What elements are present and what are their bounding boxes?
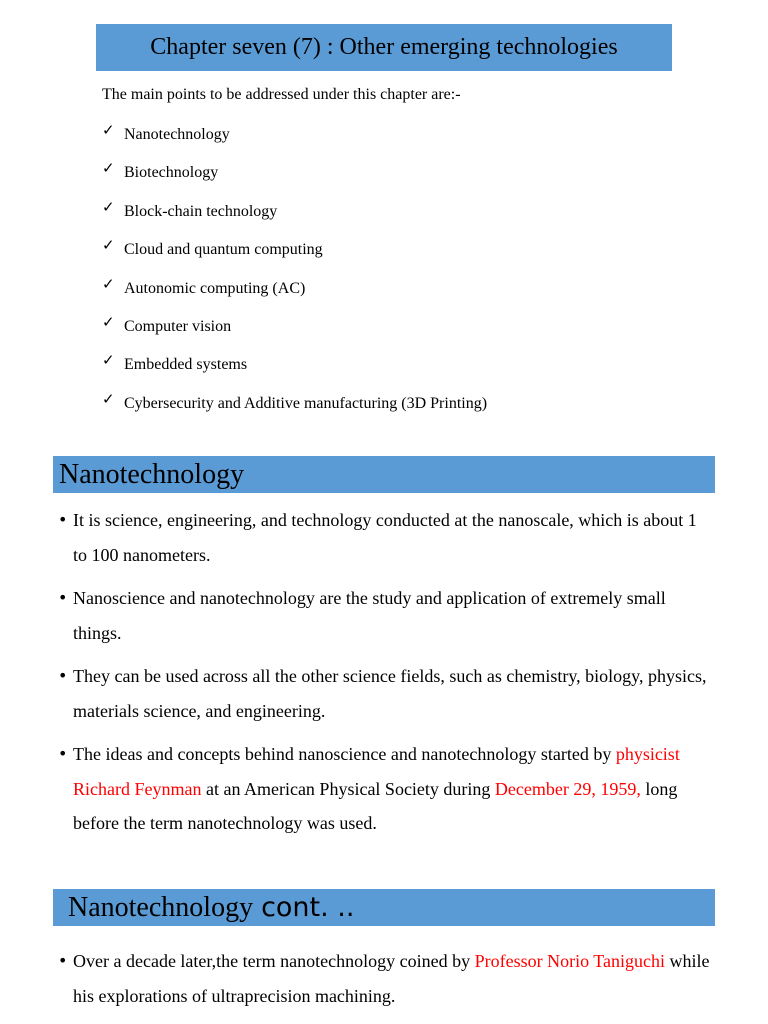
checkmark-icon: ✓: [102, 236, 115, 255]
checkmark-icon: ✓: [102, 197, 115, 216]
topic-item: [102, 118, 487, 156]
checkmark-icon: ✓: [102, 121, 115, 139]
checkmark-icon: ✓: [102, 159, 115, 178]
highlight-date: December 29, 1959,: [494, 778, 641, 799]
nanotech-bullet-list: [58, 503, 713, 850]
bullet-icon: •: [58, 951, 68, 970]
topic-label: Cybersecurity and Additive manufacturing (3D Printing): [124, 394, 488, 412]
topic-label: Nanotechnology: [124, 126, 230, 143]
topic-item: [102, 272, 487, 310]
intro-text: The main points to be addressed under this chapter are:-: [102, 86, 461, 103]
checkmark-icon: ✓: [102, 351, 115, 370]
topic-label: Embedded systems: [124, 356, 248, 374]
bullet-text: They can be used across all the other science fields, such as chemistry, biology, physics, materials science, and engineering.: [73, 666, 707, 721]
bullet-text-part: at an American Physical Society during: [201, 778, 495, 799]
chapter-title: Chapter seven (7) : Other emerging technologies: [150, 34, 618, 60]
bullet-item: [58, 581, 713, 650]
section-heading-suffix: cont. ..: [261, 892, 355, 923]
topic-item: [102, 195, 487, 233]
checkmark-icon: ✓: [102, 274, 115, 293]
topic-label: Computer vision: [124, 317, 232, 335]
topic-item: [102, 387, 487, 425]
nanotech-cont-bullet-list: [58, 944, 713, 1013]
checkmark-icon: ✓: [102, 312, 115, 331]
topic-label: Autonomic computing (AC): [124, 279, 306, 297]
bullet-item: [58, 503, 713, 572]
section-heading: Nanotechnology: [59, 458, 245, 490]
highlight-feynman: physicist Richard Feynman: [73, 744, 680, 799]
topic-label: Cloud and quantum computing: [124, 241, 323, 259]
section-heading-banner: [53, 456, 715, 493]
bullet-item: [58, 944, 713, 1013]
chapter-title-banner: [96, 24, 672, 71]
bullet-item: [58, 737, 713, 841]
topic-item: [102, 233, 487, 271]
section-heading: Nanotechnology: [68, 891, 254, 923]
topic-item: [102, 310, 487, 348]
bullet-icon: •: [58, 666, 68, 685]
highlight-taniguchi: Professor Norio Taniguchi: [474, 951, 665, 971]
bullet-item: [58, 659, 713, 728]
topic-item: [102, 156, 487, 194]
bullet-icon: •: [58, 588, 68, 607]
topic-label: Block-chain technology: [124, 202, 278, 220]
section-heading-banner-cont: [53, 889, 715, 926]
bullet-text: Nanoscience and nanotechnology are the study and application of extremely small things.: [73, 588, 666, 643]
bullet-text-part: while his explorations of ultraprecision machining.: [73, 951, 710, 1006]
bullet-icon: •: [58, 744, 68, 763]
bullet-text-part: long before the term nanotechnology was used.: [73, 778, 678, 833]
bullet-text-part: Over a decade later,the term nanotechnology coined by: [73, 951, 475, 971]
topic-item: [102, 348, 487, 386]
topic-label: Biotechnology: [124, 164, 219, 182]
bullet-text-part: The ideas and concepts behind nanoscience and nanotechnology started by: [73, 744, 616, 764]
checkmark-icon: ✓: [102, 389, 115, 408]
bullet-icon: •: [58, 510, 68, 529]
bullet-text: It is science, engineering, and technology conducted at the nanoscale, which is about 1 to 100 nanometers.: [73, 510, 697, 565]
topic-checklist: [102, 118, 487, 425]
